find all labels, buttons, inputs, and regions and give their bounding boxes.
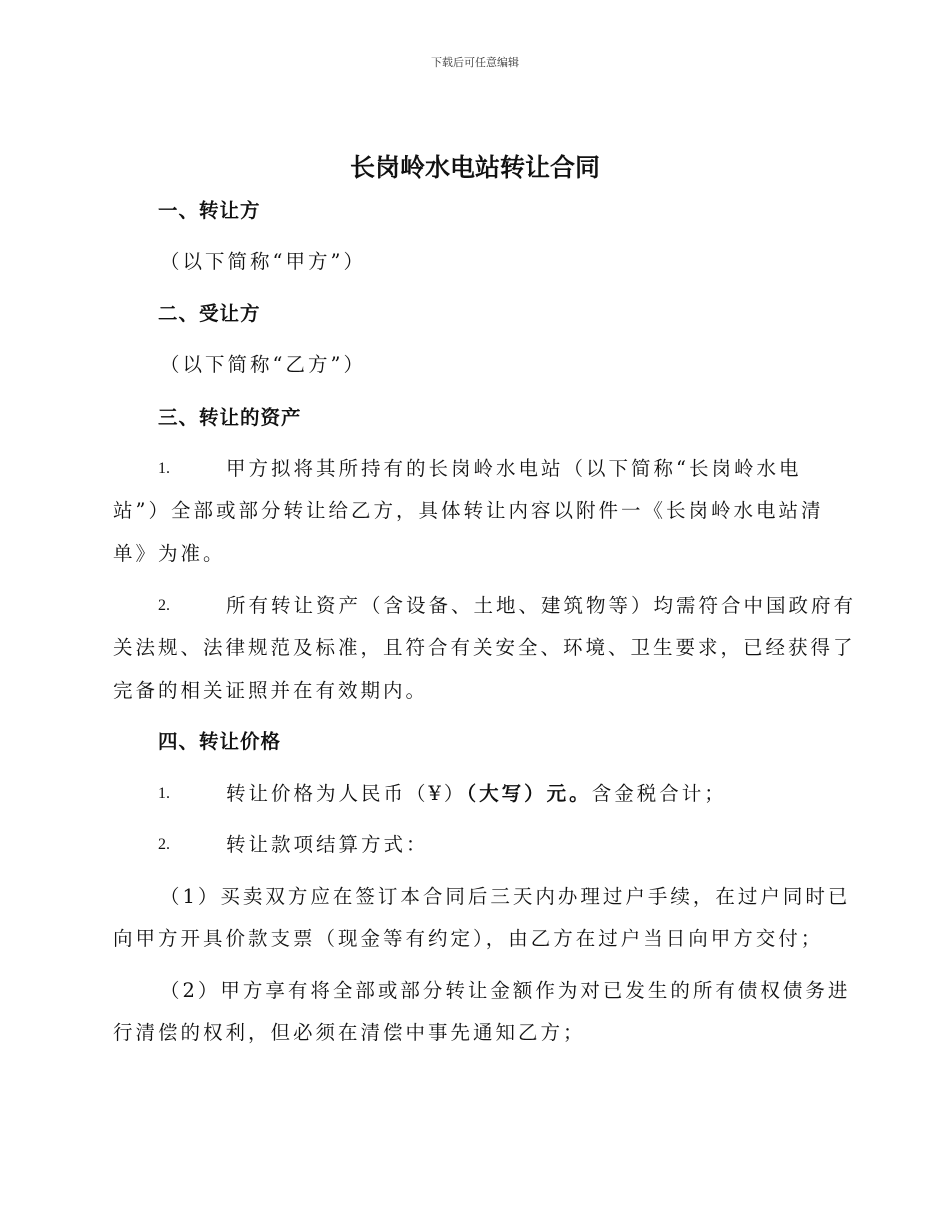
item-number: 2. [158,597,170,614]
item-number: 1. [158,460,170,477]
paragraph-line: （1）买卖双方应在签订本合同后三天内办理过户手续，在过户同时已 [160,885,851,908]
document-title: 长岗岭水电站转让合同 [349,153,600,182]
section-4-heading: 四、转让价格 [158,730,282,753]
paragraph-line: 站”）全部或部分转让给乙方，具体转让内容以附件一《长岗岭水电站清 [113,499,824,522]
item-number: 2. [158,836,170,853]
paragraph-line: 单》为准。 [113,542,226,565]
paragraph-line: 甲方拟将其所持有的长岗岭水电站（以下简称“长岗岭水电 [226,457,802,480]
section-1-note: （以下简称“甲方”） [160,250,366,273]
section-2-heading: 二、受让方 [158,302,261,325]
paragraph-line: 所有转让资产（含设备、土地、建筑物等）均需符合中国政府有 [226,594,857,617]
price-text: 转让价格为人民币（¥） [226,782,467,805]
item-number: 1. [158,785,170,802]
section-1-heading: 一、转让方 [158,199,261,222]
section-2-note: （以下简称“乙方”） [160,353,366,376]
price-amount-words: （大写）元。 [466,782,592,805]
paragraph-line: 行清偿的权利，但必须在清偿中事先通知乙方； [113,1021,586,1044]
paragraph-line: 向甲方开具价款支票（现金等有约定），由乙方在过户当日向甲方交付； [113,927,824,950]
price-tax-note: 含金税合计； [591,782,727,805]
price-line [226,780,727,808]
paragraph-line: 关法规、法律规范及标准，且符合有关安全、环境、卫生要求，已经获得了 [113,636,856,659]
paragraph-line: 转让款项结算方式： [226,833,429,856]
header-note: 下载后可任意编辑 [431,56,519,69]
paragraph-line: 完备的相关证照并在有效期内。 [113,679,429,702]
section-3-heading: 三、转让的资产 [158,406,302,429]
paragraph-line: （2）甲方享有将全部或部分转让金额作为对已发生的所有债权债务进 [160,979,851,1002]
